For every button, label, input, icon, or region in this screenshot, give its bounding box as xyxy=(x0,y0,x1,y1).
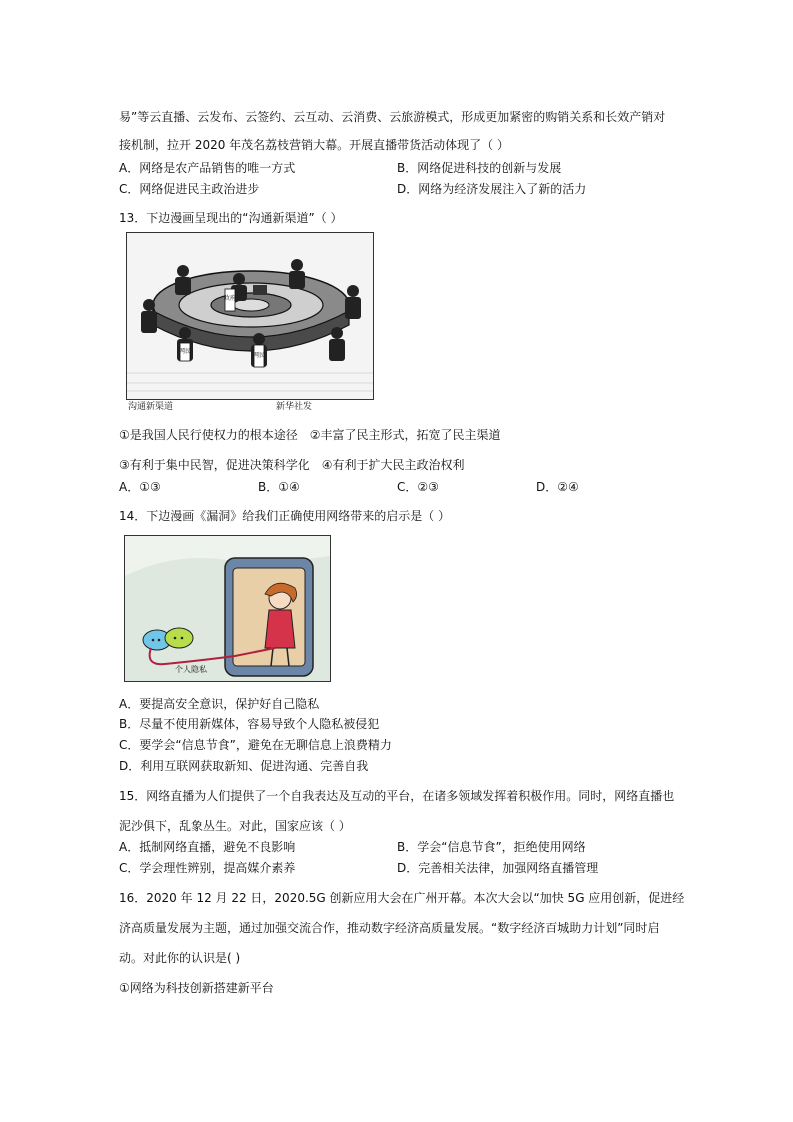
q14-option-c: C．要学会“信息节食”，避免在无聊信息上浪费精力 xyxy=(119,738,392,752)
q13-cartoon-image xyxy=(126,232,374,400)
q14-figure-label: 个人隐私 xyxy=(175,665,207,674)
q15-option-c: C．学会理性辨别，提高媒介素养 xyxy=(119,861,296,875)
q12-stem-line1: 易”等云直播、云发布、云签约、云互动、云消费、云旅游模式，形成更加紧密的购销关系和长效产销对 xyxy=(119,110,666,124)
q15-option-d: D．完善相关法律，加强网络直播管理 xyxy=(397,861,599,875)
q13-option-c: C．②③ xyxy=(397,480,439,494)
q16-stem-line1: 16．2020 年 12 月 22 日，2020.5G 创新应用大会在广州开幕。本次大会以“加快 5G 应用创新，促进经 xyxy=(119,891,685,905)
q14-option-d: D．利用互联网获取新知、促进沟通、完善自我 xyxy=(119,759,369,773)
q13-statement-3-4: ③有利于集中民智，促进决策科学化 ④有利于扩大民主政治权利 xyxy=(119,458,465,472)
q13-tag-netizen-1: 网民 xyxy=(252,352,266,359)
q13-statement-1-2: ①是我国人民行使权力的根本途径 ②丰富了民主形式，拓宽了民主渠道 xyxy=(119,428,501,442)
q12-option-a: A．网络是农产品销售的唯一方式 xyxy=(119,161,296,175)
q16-statement-1: ①网络为科技创新搭建新平台 xyxy=(119,981,274,995)
q16-stem-line3: 动。对此你的认识是( ) xyxy=(119,951,241,965)
q15-option-a: A．抵制网络直播，避免不良影响 xyxy=(119,840,296,854)
q15-option-b: B．学会“信息节食”，拒绝使用网络 xyxy=(397,840,586,854)
q15-stem-line2: 泥沙俱下，乱象丛生。对此，国家应该（ ） xyxy=(119,819,351,833)
roundtable-cartoon-illustration xyxy=(127,233,373,399)
q12-stem-line2: 接机制，拉开 2020 年茂名荔枝营销大幕。开展直播带货活动体现了（ ） xyxy=(119,138,509,152)
q13-caption-right: 新华社发 xyxy=(276,402,313,412)
q12-option-c: C．网络促进民主政治进步 xyxy=(119,182,260,196)
q13-option-d: D．②④ xyxy=(536,480,579,494)
q13-option-b: B．①④ xyxy=(258,480,300,494)
q13-tag-government: 政府 xyxy=(223,295,237,302)
q13-tag-netizen-2: 网民 xyxy=(178,348,192,355)
q12-option-d: D．网络为经济发展注入了新的活力 xyxy=(397,182,587,196)
q14-option-b: B．尽量不使用新媒体，容易导致个人隐私被侵犯 xyxy=(119,717,380,731)
q14-option-a: A．要提高安全意识，保护好自己隐私 xyxy=(119,697,320,711)
q14-stem: 14．下边漫画《漏洞》给我们正确使用网络带来的启示是（ ） xyxy=(119,509,451,523)
q13-option-a: A．①③ xyxy=(119,480,161,494)
q13-stem: 13．下边漫画呈现出的“沟通新渠道”（ ） xyxy=(119,211,343,225)
q16-stem-line2: 济高质量发展为主题，通过加强交流合作，推动数字经济高质量发展。“数字经济百城助力计划”同时启 xyxy=(119,921,660,935)
q15-stem-line1: 15．网络直播为人们提供了一个自我表达及互动的平台，在诸多领域发挥着积极作用。同时，网络直播也 xyxy=(119,789,675,803)
q13-caption-left: 沟通新渠道 xyxy=(128,402,174,412)
q12-option-b: B．网络促进科技的创新与发展 xyxy=(397,161,562,175)
q14-cartoon-image xyxy=(124,535,331,682)
privacy-leak-cartoon-illustration xyxy=(125,536,330,681)
